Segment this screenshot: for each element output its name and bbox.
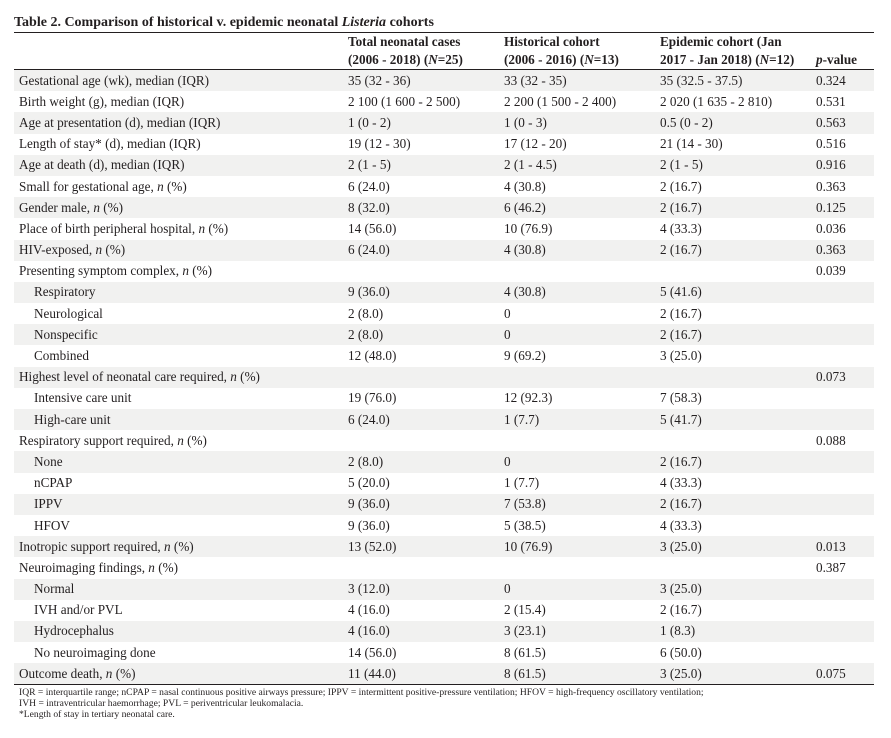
title-end-text: cohorts [386,15,434,30]
table-title [14,14,874,32]
cell-historical: 3 (23.1) [499,621,655,642]
footnote: IVH = intraventricular haemorrhage; PVL = periventricular leukomalacia. [19,698,304,710]
cell-p-value: 0.516 [816,136,846,152]
cell-epidemic: 2 (16.7) [660,305,702,321]
row-label [14,451,343,472]
row-label-text: Neuroimaging findings, [19,559,149,575]
row-label-end: (%) [112,665,136,681]
cell-historical [499,367,655,388]
footnote: IQR = interquartile range; nCPAP = nasal continuous positive airways pressure; IPPV = intermittent positive-pressure ventilation; HFOV = high-frequency oscillatory ventilation; [19,687,704,699]
header-p: p [816,52,823,67]
row-label-n: n [148,559,155,575]
cell-historical: 5 (38.5) [504,517,546,533]
row-label [14,536,343,557]
cell-p-value: 0.088 [816,432,846,448]
row-label-n: n [177,432,184,448]
cell-epidemic: 2 (16.7) [655,197,811,218]
row-label-n: n [105,665,113,681]
footnote: *Length of stay in tertiary neonatal care. [19,709,175,721]
row-label [14,663,343,685]
row-label [14,621,343,642]
row-label-text: nCPAP [34,475,73,491]
cell-total: 8 (32.0) [343,197,499,218]
cell-total: 9 (36.0) [343,494,499,515]
header-p-blank [811,33,874,52]
row-label [14,218,343,239]
cell-historical: 4 (30.8) [504,178,546,194]
cell-epidemic: 4 (33.3) [660,517,702,533]
cell-historical [499,261,655,282]
row-label [14,112,343,133]
cell-total: 35 (32 - 36) [343,70,499,92]
row-label-end: (%) [102,242,126,258]
header-text: =12) [769,52,795,67]
cell-epidemic: 1 (8.3) [655,621,811,642]
cell-historical: 17 (12 - 20) [504,136,567,152]
cell-historical: 2 200 (1 500 - 2 400) [504,93,617,109]
row-label-text: High-care unit [34,411,111,427]
cell-epidemic: 2 (1 - 5) [655,155,811,176]
cell-total [343,261,499,282]
row-label-end: (%) [99,199,123,215]
cell-total: 14 (56.0) [348,644,397,660]
cell-p-value: 0.075 [811,663,874,685]
cell-total: 14 (56.0) [348,220,397,236]
cell-historical: 6 (46.2) [499,197,655,218]
table-row [14,155,874,176]
table-body [14,70,874,685]
row-label-end: (%) [170,538,194,554]
row-label-text: Neurological [34,305,103,321]
row-label-text: Nonspecific [34,326,98,342]
cell-p-value: 0.324 [811,70,874,92]
table-row [14,282,874,303]
cell-historical: 1 (7.7) [499,409,655,430]
row-label [14,176,343,197]
row-label-text: Intensive care unit [34,390,132,406]
cell-p-value [811,324,874,345]
cell-total: 1 (0 - 2) [343,112,499,133]
row-label [14,91,343,112]
cell-p-value [811,282,874,303]
row-label-end: (%) [188,263,213,279]
cell-epidemic: 5 (41.7) [655,409,811,430]
row-label-end: (%) [236,369,260,385]
cell-p-value [811,451,874,472]
row-label [14,515,343,536]
header-epidemic-line1: Epidemic cohort (Jan [655,33,811,52]
row-label-text: Combined [34,348,89,364]
cell-total: 9 (36.0) [348,517,390,533]
cell-p-value [811,621,874,642]
header-historical-line1: Historical cohort [499,33,655,52]
cell-p-value [811,345,874,366]
cell-epidemic [655,557,811,578]
cell-historical: 0 [504,305,511,321]
cell-epidemic: 3 (25.0) [660,348,702,364]
row-label-text: Small for gestational age, [19,178,158,194]
cell-total: 5 (20.0) [348,475,390,491]
header-p-value [811,51,874,70]
cell-historical: 8 (61.5) [504,644,546,660]
cell-historical: 10 (76.9) [499,536,655,557]
row-label-text: Age at presentation (d), median (IQR) [19,114,221,130]
cell-p-value: 0.363 [811,240,874,261]
row-label-text: Place of birth peripheral hospital, [19,220,199,236]
header-historical-line2 [499,51,655,70]
row-label [14,240,343,261]
table-row [14,515,874,536]
row-label-end: (%) [183,432,207,448]
cell-historical: 7 (53.8) [499,494,655,515]
header-total-line1: Total neonatal cases [343,33,499,52]
row-label [14,557,343,578]
cell-p-value: 0.531 [816,93,846,109]
table-row [14,134,874,155]
header-total-line2 [343,51,499,70]
row-label [14,155,343,176]
row-label-text: None [34,453,63,469]
cell-epidemic: 0.5 (0 - 2) [655,112,811,133]
row-label-text: Gender male, [19,199,94,215]
row-label [14,642,343,663]
cell-epidemic: 3 (25.0) [655,579,811,600]
row-label [14,303,343,324]
cell-epidemic: 4 (33.3) [660,475,702,491]
cell-epidemic: 4 (33.3) [660,220,702,236]
row-label [14,579,343,600]
cell-epidemic: 6 (50.0) [660,644,702,660]
cell-epidemic: 2 (16.7) [655,494,811,515]
header-n: N [428,52,438,67]
cell-total: 2 (8.0) [348,305,384,321]
cell-historical: 9 (69.2) [504,348,546,364]
cell-p-value [811,642,874,663]
cell-total: 19 (76.0) [348,390,397,406]
cell-total: 2 100 (1 600 - 2 500) [348,93,461,109]
cell-total [343,430,499,451]
row-label-text: Respiratory [34,284,96,300]
table-footnotes [14,687,874,720]
cell-p-value: 0.125 [811,197,874,218]
cell-historical: 1 (0 - 3) [499,112,655,133]
cell-p-value: 0.563 [811,112,874,133]
table-row [14,261,874,282]
table-row [14,345,874,366]
row-label [14,600,343,621]
cell-epidemic: 21 (14 - 30) [660,136,723,152]
cell-epidemic: 5 (41.6) [655,282,811,303]
row-label-text: Highest level of neonatal care required, [19,369,231,385]
cell-total: 2 (8.0) [343,451,499,472]
row-label-n: n [95,242,103,258]
row-label-text: Age at death (d), median (IQR) [19,157,185,173]
cell-epidemic [655,367,811,388]
cell-total: 6 (24.0) [348,178,390,194]
table-row [14,451,874,472]
cell-epidemic: 2 (16.7) [660,178,702,194]
cell-epidemic: 3 (25.0) [655,536,811,557]
header-row-1 [14,33,874,52]
row-label [14,134,343,155]
table-row [14,621,874,642]
table-row [14,663,874,685]
header-text: (2006 - 2018) ( [348,52,429,67]
cell-historical: 0 [499,324,655,345]
cell-p-value [811,473,874,494]
row-label [14,261,343,282]
cell-total: 4 (16.0) [348,602,390,618]
row-label-text: Inotropic support required, [19,538,165,554]
row-label-text: IVH and/or PVL [34,602,123,618]
cell-total: 9 (36.0) [343,282,499,303]
cell-historical: 4 (30.8) [499,282,655,303]
header-row-2 [14,51,874,70]
header-text: -value [822,52,858,67]
table-row [14,218,874,239]
row-label [14,282,343,303]
cell-total [343,557,499,578]
row-label-text: HIV-exposed, [19,242,96,258]
row-label-text: Respiratory support required, [19,432,178,448]
cell-historical: 33 (32 - 35) [499,70,655,92]
table-row [14,388,874,409]
cell-epidemic: 2 (16.7) [655,324,811,345]
table-row [14,473,874,494]
table-row [14,409,874,430]
cell-total: 6 (24.0) [343,240,499,261]
table-row [14,303,874,324]
cell-epidemic: 2 (16.7) [660,602,702,618]
header-text: =25) [437,52,463,67]
cell-historical: 0 [499,579,655,600]
cell-epidemic: 2 (16.7) [655,240,811,261]
cell-p-value [811,303,874,324]
table-row [14,600,874,621]
table-row [14,197,874,218]
row-label-end: (%) [163,178,187,194]
row-label-text: HFOV [34,517,70,533]
row-label [14,367,343,388]
cell-historical: 12 (92.3) [504,390,553,406]
row-label-n: n [198,220,206,236]
row-label-text: Gestational age (wk), median (IQR) [19,72,210,88]
title-italic-text: Listeria [341,15,387,30]
row-label [14,409,343,430]
table-row [14,324,874,345]
cell-total: 19 (12 - 30) [348,136,411,152]
row-label [14,473,343,494]
cell-p-value: 0.363 [816,178,846,194]
cell-historical [499,430,655,451]
cell-total: 12 (48.0) [348,348,397,364]
cell-total: 13 (52.0) [343,536,499,557]
cell-total: 11 (44.0) [343,663,499,685]
table-row [14,176,874,197]
row-label [14,345,343,366]
cell-epidemic: 2 020 (1 635 - 2 810) [660,93,773,109]
cell-p-value [811,388,874,409]
cell-p-value [811,515,874,536]
row-label [14,324,343,345]
cell-total [343,367,499,388]
header-n: N [759,52,770,67]
cell-p-value: 0.073 [811,367,874,388]
row-label-text: Hydrocephalus [34,623,114,639]
row-label-text: Normal [34,581,75,597]
row-label-text: Birth weight (g), median (IQR) [19,93,185,109]
cell-epidemic [655,261,811,282]
cell-historical: 8 (61.5) [499,663,655,685]
table-row [14,70,874,92]
row-label-n: n [182,263,189,279]
cell-historical: 2 (15.4) [504,602,546,618]
row-label [14,494,343,515]
cell-historical: 4 (30.8) [499,240,655,261]
row-label-text: Length of stay* (d), median (IQR) [19,136,201,152]
row-label-n: n [93,199,100,215]
cell-epidemic: 3 (25.0) [655,663,811,685]
header-text: =13) [593,52,619,67]
row-label-text: No neuroimaging done [34,644,156,660]
table-row [14,240,874,261]
table-row [14,642,874,663]
cell-p-value [811,600,874,621]
row-label-n: n [230,369,237,385]
cell-p-value [811,409,874,430]
header-n: N [584,52,594,67]
cell-epidemic [655,430,811,451]
row-label-text: Presenting symptom complex, [19,263,183,279]
table-row [14,367,874,388]
table-row [14,430,874,451]
row-label-end: (%) [205,220,229,236]
header-epidemic-line2 [655,51,811,70]
header-text: (2006 - 2016) ( [504,52,585,67]
cell-p-value: 0.387 [816,559,846,575]
comparison-table [14,32,874,685]
row-label-text: IPPV [34,496,63,512]
header-blank [14,33,343,52]
header-text: 2017 - Jan 2018) ( [660,52,760,67]
cell-total: 4 (16.0) [343,621,499,642]
row-label [14,197,343,218]
row-label-n: n [157,178,164,194]
cell-p-value: 0.013 [811,536,874,557]
row-label-n: n [164,538,171,554]
cell-total: 2 (8.0) [343,324,499,345]
cell-p-value [811,494,874,515]
table-row [14,494,874,515]
cell-historical: 2 (1 - 4.5) [499,155,655,176]
cell-total: 6 (24.0) [343,409,499,430]
cell-epidemic: 35 (32.5 - 37.5) [655,70,811,92]
cell-p-value: 0.039 [816,263,846,279]
cell-total: 3 (12.0) [343,579,499,600]
table-row [14,579,874,600]
row-label [14,70,343,92]
row-label [14,388,343,409]
table-row [14,91,874,112]
cell-p-value: 0.916 [811,155,874,176]
cell-p-value: 0.036 [816,220,846,236]
cell-historical: 0 [499,451,655,472]
title-text: Table 2. Comparison of historical v. epidemic neonatal [14,15,342,30]
cell-total: 2 (1 - 5) [343,155,499,176]
header-blank-2 [14,51,343,70]
row-label-end: (%) [154,559,178,575]
cell-historical: 1 (7.7) [504,475,540,491]
table-row [14,557,874,578]
table-row [14,536,874,557]
cell-epidemic: 7 (58.3) [660,390,702,406]
cell-historical: 10 (76.9) [504,220,553,236]
cell-epidemic: 2 (16.7) [655,451,811,472]
table-row [14,112,874,133]
cell-p-value [811,579,874,600]
cell-historical [499,557,655,578]
row-label-text: Outcome death, [19,665,106,681]
row-label [14,430,343,451]
